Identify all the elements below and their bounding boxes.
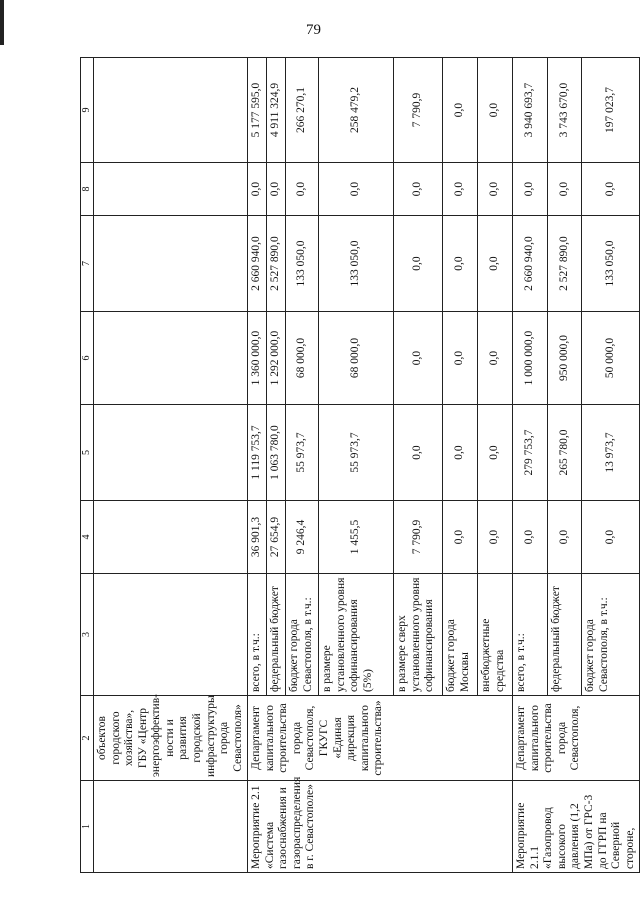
col-header: 8: [81, 163, 94, 216]
value-cell: 9 246,4: [286, 501, 319, 574]
funding-source: бюджет города Москвы: [443, 574, 478, 696]
value-cell: 133 050,0: [582, 216, 640, 312]
value-cell: 1 360 000,0: [248, 312, 267, 405]
value-cell: 133 050,0: [286, 216, 319, 312]
value-cell: 1 455,5: [319, 501, 394, 574]
table-cell: [94, 312, 248, 405]
value-cell: 0,0: [443, 501, 478, 574]
col-header: 2: [81, 696, 94, 781]
value-cell: 0,0: [547, 163, 581, 216]
value-cell: 0,0: [443, 405, 478, 501]
value-cell: 68 000,0: [286, 312, 319, 405]
value-cell: 0,0: [478, 405, 513, 501]
value-cell: 1 063 780,0: [267, 405, 286, 501]
measure-title: Мероприятие 2.1.1 «Газопровод высокого давления (1,2 МПа) от ГРС-3 до ГГРП на Северной стороне,: [513, 781, 640, 873]
value-cell: 0,0: [443, 216, 478, 312]
value-cell: 0,0: [394, 312, 443, 405]
measure-executor: Департамент капитального строительства города Севастополя, ГКУГС «Единая дирекция капитального строительства»: [248, 696, 513, 781]
value-cell: 950 000,0: [547, 312, 581, 405]
measure-title: Мероприятие 2.1 «Система газоснабжения и газораспределения в г. Севастополе»: [248, 781, 513, 873]
value-cell: 1 292 000,0: [267, 312, 286, 405]
funding-source: внебюджетные средства: [478, 574, 513, 696]
funding-source: в размере сверх установленного уровня софинансирования: [394, 574, 443, 696]
value-cell: 36 901,3: [248, 501, 267, 574]
funding-table: [80, 57, 640, 873]
page-edge-mark: [0, 0, 4, 45]
funding-source: федеральный бюджет: [547, 574, 581, 696]
col-header: 3: [81, 574, 94, 696]
page-number: 79: [306, 22, 321, 38]
value-cell: 55 973,7: [286, 405, 319, 501]
value-cell: 3 940 693,7: [513, 58, 547, 163]
value-cell: 0,0: [443, 58, 478, 163]
value-cell: 279 753,7: [513, 405, 547, 501]
value-cell: 5 177 595,0: [248, 58, 267, 163]
funding-source: в размере установленного уровня софинансирования (5%): [319, 574, 394, 696]
value-cell: 0,0: [478, 216, 513, 312]
funding-source: бюджет города Севастополя, в т.ч.:: [286, 574, 319, 696]
value-cell: 55 973,7: [319, 405, 394, 501]
value-cell: 50 000,0: [582, 312, 640, 405]
table-row: [513, 58, 547, 873]
table-row: [248, 58, 267, 873]
value-cell: 2 660 940,0: [248, 216, 267, 312]
value-cell: 13 973,7: [582, 405, 640, 501]
value-cell: 0,0: [394, 405, 443, 501]
value-cell: 2 527 890,0: [267, 216, 286, 312]
value-cell: 0,0: [547, 501, 581, 574]
col-header: 5: [81, 405, 94, 501]
value-cell: 3 743 670,0: [547, 58, 581, 163]
value-cell: 4 911 324,9: [267, 58, 286, 163]
continuation-row: [94, 58, 248, 873]
value-cell: 7 790,9: [394, 501, 443, 574]
value-cell: 0,0: [319, 163, 394, 216]
value-cell: 0,0: [582, 501, 640, 574]
value-cell: 0,0: [513, 163, 547, 216]
funding-source: федеральный бюджет: [267, 574, 286, 696]
value-cell: 2 660 940,0: [513, 216, 547, 312]
table-cell: [94, 574, 248, 696]
value-cell: 266 270,1: [286, 58, 319, 163]
value-cell: 0,0: [443, 312, 478, 405]
value-cell: 7 790,9: [394, 58, 443, 163]
value-cell: 0,0: [286, 163, 319, 216]
executor-continuation: объектов городского хозяйства», ГБУ «Центр энергоэффектив-ности и развития городской инфраструктуры города Севастополя»: [94, 696, 248, 781]
value-cell: 2 527 890,0: [547, 216, 581, 312]
value-cell: 0,0: [248, 163, 267, 216]
funding-source: бюджет города Севастополя, в т.ч.:: [582, 574, 640, 696]
value-cell: 0,0: [478, 312, 513, 405]
col-header: 6: [81, 312, 94, 405]
table-cell: [94, 781, 248, 873]
value-cell: 0,0: [443, 163, 478, 216]
value-cell: 0,0: [267, 163, 286, 216]
table-cell: [94, 58, 248, 163]
value-cell: 0,0: [478, 501, 513, 574]
value-cell: 0,0: [478, 163, 513, 216]
col-header: 7: [81, 216, 94, 312]
value-cell: 133 050,0: [319, 216, 394, 312]
value-cell: 1 119 753,7: [248, 405, 267, 501]
rotated-table-container: [80, 58, 636, 873]
col-header: 1: [81, 781, 94, 873]
value-cell: 265 780,0: [547, 405, 581, 501]
funding-source: всего, в т.ч.:: [248, 574, 267, 696]
value-cell: 258 479,2: [319, 58, 394, 163]
value-cell: 27 654,9: [267, 501, 286, 574]
value-cell: 197 023,7: [582, 58, 640, 163]
value-cell: 0,0: [394, 163, 443, 216]
table-cell: [94, 163, 248, 216]
funding-source: всего, в т.ч.:: [513, 574, 547, 696]
table-cell: [94, 501, 248, 574]
column-numbers-row: [81, 58, 94, 873]
value-cell: 0,0: [394, 216, 443, 312]
value-cell: 68 000,0: [319, 312, 394, 405]
col-header: 4: [81, 501, 94, 574]
value-cell: 0,0: [478, 58, 513, 163]
table-cell: [94, 216, 248, 312]
table-cell: [94, 405, 248, 501]
col-header: 9: [81, 58, 94, 163]
value-cell: 0,0: [582, 163, 640, 216]
value-cell: 1 000 000,0: [513, 312, 547, 405]
measure-executor: Департамент капитального строительства города Севастополя,: [513, 696, 640, 781]
value-cell: 0,0: [513, 501, 547, 574]
